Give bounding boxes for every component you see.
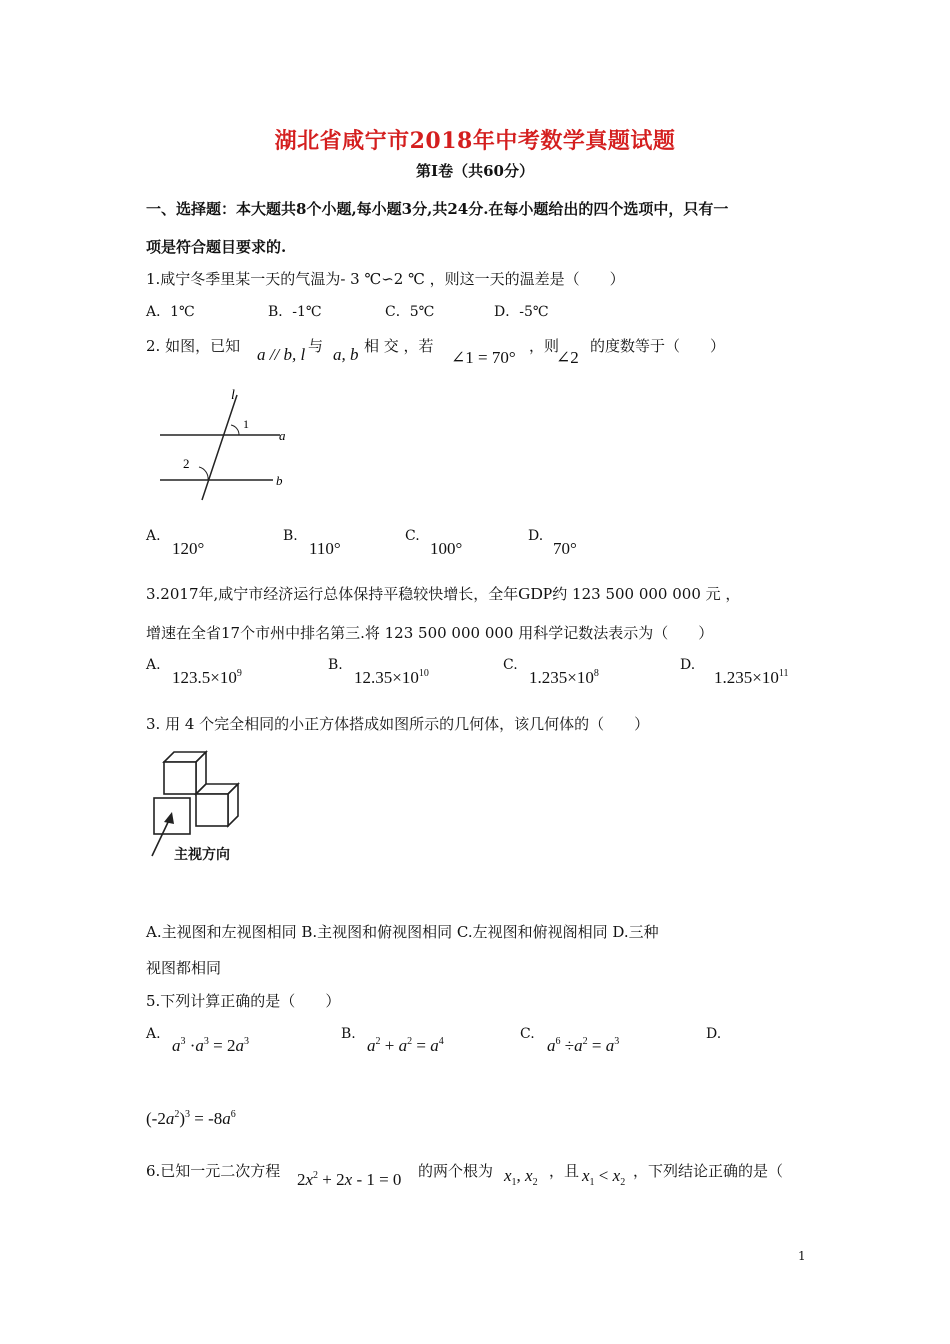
q3-option-b-label: B.: [328, 657, 343, 673]
question-2-text-3: 相 交 ，若: [364, 337, 434, 355]
q3-option-a-label: A.: [146, 657, 161, 673]
question-2-text-4: ，则: [529, 337, 560, 355]
q4-options-line2: 视图都相同: [146, 959, 222, 977]
q3-gdp: GDP: [518, 584, 553, 603]
q2-math-ab: a, b: [333, 345, 359, 364]
q6-inequality: $x_1 < x_2$: [582, 1166, 626, 1188]
q2-option-c-value: 100°: [430, 539, 463, 558]
q5-option-c-expr: $a^6 \div a^2 = a^3$: [547, 1036, 620, 1055]
angle-2-arc: [199, 467, 208, 480]
q2-math-angle2: ∠2: [556, 348, 579, 367]
q3-c-base: 1.235×10: [529, 668, 594, 687]
q3-b-base: 12.35×10: [354, 668, 419, 687]
q5-option-a-expr: $a^3 \cdot a^3 = 2a^3$: [172, 1036, 250, 1055]
q1-option-c: C．5℃: [385, 304, 435, 320]
q3-option-c-label: C.: [503, 657, 518, 673]
q3-option-a-value: [172, 668, 242, 688]
section-heading-line2: 项是符合题目要求的.: [146, 238, 287, 256]
section-subtitle: 第Ⅰ卷（共60分）: [416, 162, 534, 180]
label-1: 1: [243, 417, 249, 431]
page-number: 1: [798, 1249, 806, 1263]
q5-option-a-label: A.: [146, 1026, 161, 1042]
q2-option-d-value: 70°: [553, 539, 577, 558]
q2-math-parallel: a // b, l: [257, 345, 306, 364]
line-l: [202, 395, 237, 500]
q5-option-b-label: B.: [341, 1026, 356, 1042]
q3-line1-start: 3.2017年,咸宁市经济运行总体保持平稳较快增长，全年: [146, 585, 519, 603]
parallel-lines-figure: [155, 385, 295, 505]
top-cube-front: [164, 762, 196, 794]
question-6-text-3: ，且: [549, 1162, 580, 1180]
angle-1-arc: [231, 425, 239, 435]
q6-equation: $2x^2 + 2x - 1 = 0$: [297, 1170, 402, 1189]
question-6-text-4: ，下列结论正确的是（: [633, 1162, 784, 1180]
q2-option-b-value: 110°: [309, 539, 341, 558]
q3-c-exp: 8: [593, 668, 599, 679]
question-6-text-2: 的两个根为: [418, 1162, 494, 1180]
q2-option-a-value: 120°: [172, 539, 205, 558]
q3-option-d-label: D.: [680, 657, 696, 673]
q3-line1-end: 约 123 500 000 000 元 ，: [552, 585, 741, 603]
q3-d-exp: 11: [778, 668, 789, 679]
question-5-text: 5.下列计算正确的是（ ）: [146, 992, 341, 1010]
q2-option-c-label: C.: [405, 528, 420, 544]
q5-option-b-expr: $a^2 + a^2 = a^4$: [367, 1036, 444, 1055]
q2-option-b-label: B.: [283, 528, 298, 544]
q3-option-b-value: [354, 668, 429, 688]
q5-option-d-expr: $(-2a^2)^3 = -8a^6$: [146, 1109, 236, 1128]
label-2: 2: [183, 456, 190, 471]
question-2-text-5: 的度数等于（ ）: [590, 337, 726, 355]
right-cube-front: [196, 794, 228, 826]
q2-option-d-label: D.: [528, 528, 544, 544]
q4-options-line: A.主视图和左视图相同 B.主视图和俯视图相同 C.左视图和俯视阁相同 D.三种: [146, 923, 659, 941]
cubes-figure-caption: 主视方向: [174, 847, 230, 863]
q5-option-d-label: D.: [706, 1026, 722, 1042]
q3-option-c-value: [529, 668, 599, 688]
q3-a-exp: 9: [236, 668, 242, 679]
q2-option-a-label: A.: [146, 528, 161, 544]
q3-d-base: 1.235×10: [714, 668, 779, 687]
section-heading-line1: 一、选择题：本大题共8个小题,每小题3分,共24分.在每小题给出的四个选项中，只有一: [146, 200, 729, 218]
question-2-text-1: 2. 如图，已知: [146, 337, 241, 355]
q6-roots: $x_1$, $x_2$: [504, 1166, 538, 1188]
question-3-line2: 增速在全省17个市州中排名第三.将 123 500 000 000 用科学记数法表示为（ ）: [146, 624, 714, 642]
question-1-text: 1.咸宁冬季里某一天的气温为- 3 ℃∽2 ℃ ，则这一天的温差是（ ）: [146, 270, 625, 288]
page-title: 湖北省咸宁市2018年中考数学真题试题: [274, 128, 676, 154]
question-2-text-2: 与: [308, 337, 324, 355]
label-l: l: [231, 388, 235, 403]
q2-math-angle1: ∠1 = 70°: [451, 348, 516, 367]
q1-option-b: B．-1℃: [268, 304, 322, 320]
q5-option-c-label: C.: [520, 1026, 535, 1042]
question-3-line1: [146, 583, 740, 604]
q1-option-d: D．-5℃: [494, 304, 549, 320]
q3-b-exp: 10: [418, 668, 429, 679]
q3-option-d-value: [714, 668, 788, 688]
q1-option-a: A．1℃: [146, 304, 195, 320]
label-b: b: [276, 473, 283, 488]
q3-a-base: 123.5×10: [172, 668, 237, 687]
question-4-text: 3. 用 4 个完全相同的小正方体搭成如图所示的几何体，该几何体的（ ）: [146, 715, 650, 733]
question-6-text-1: 6.已知一元二次方程: [146, 1162, 281, 1180]
label-a: a: [279, 428, 286, 443]
